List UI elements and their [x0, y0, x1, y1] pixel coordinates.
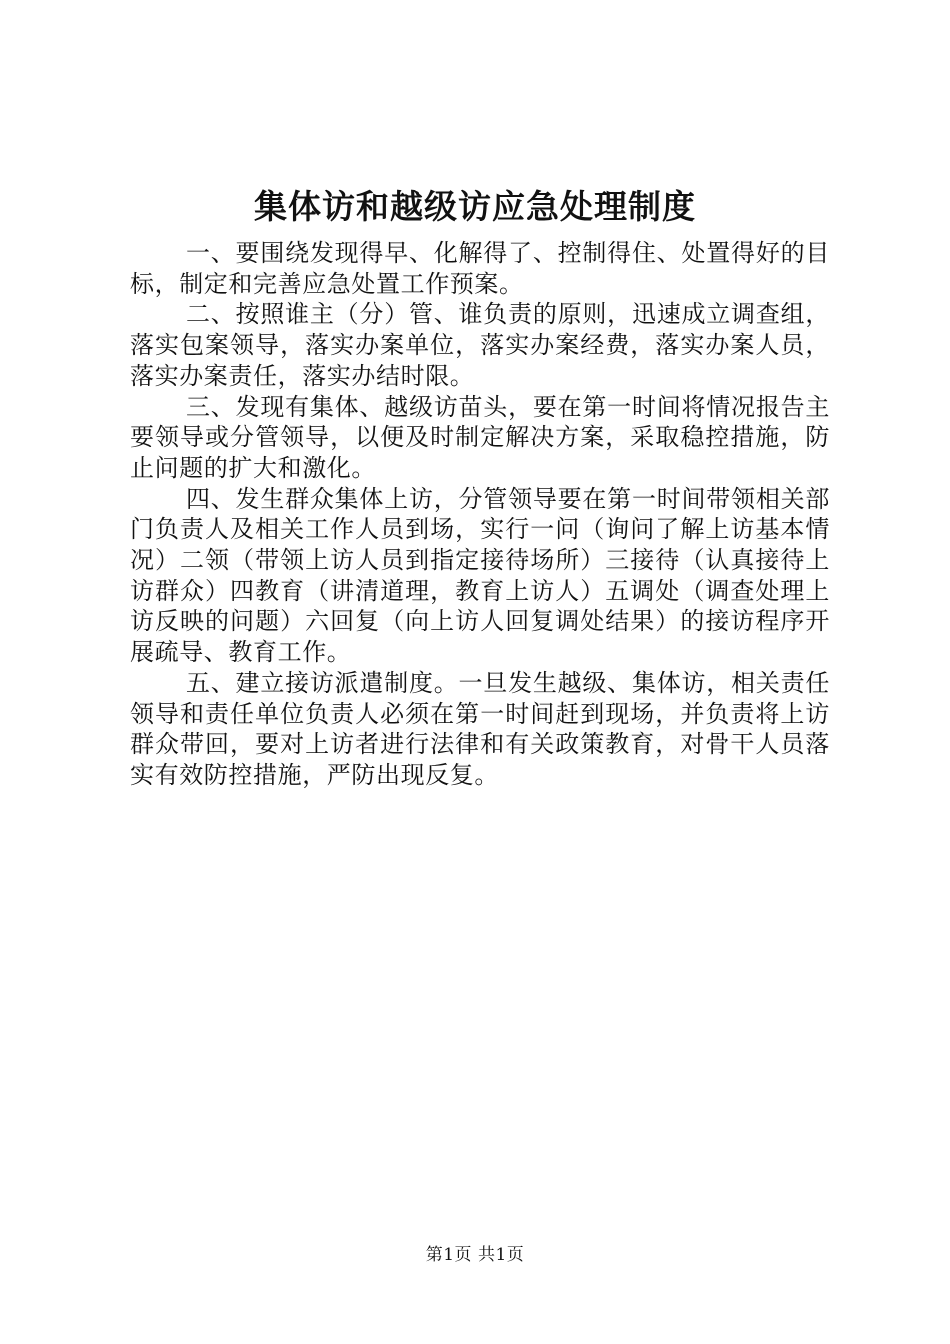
paragraph-1: 一、要围绕发现得早、化解得了、控制得住、处置得好的目标，制定和完善应急处置工作预案。: [130, 239, 830, 298]
page-footer: 第1页 共1页: [425, 1245, 525, 1265]
document-title: 集体访和越级访应急处理制度: [254, 187, 696, 226]
document-body: [130, 238, 830, 791]
paragraph-3: 三、发现有集体、越级访苗头，要在第一时间将情况报告主要领导或分管领导，以便及时制定解决方案，采取稳控措施，防止问题的扩大和激化。: [130, 392, 830, 482]
paragraph-4: 四、发生群众集体上访，分管领导要在第一时间带领相关部门负责人及相关工作人员到场，实行一问（询问了解上访基本情况）二领（带领上访人员到指定接待场所）三接待（认真接待上访群众）四教育（讲清道理，教育上访人）五调处（调查处理上访反映的问题）六回复（向上访人回复调处结果）的接访程序开展疏导、教育工作。: [130, 484, 830, 667]
paragraph-5: 五、建立接访派遣制度。一旦发生越级、集体访，相关责任领导和责任单位负责人必须在第一时间赶到现场，并负责将上访群众带回，要对上访者进行法律和有关政策教育，对骨干人员落实有效防控措施，严防出现反复。: [130, 668, 830, 789]
paragraph-2: 二、按照谁主（分）管、谁负责的原则，迅速成立调查组，落实包案领导，落实办案单位，落实办案经费，落实办案人员，落实办案责任，落实办结时限。: [130, 300, 830, 390]
